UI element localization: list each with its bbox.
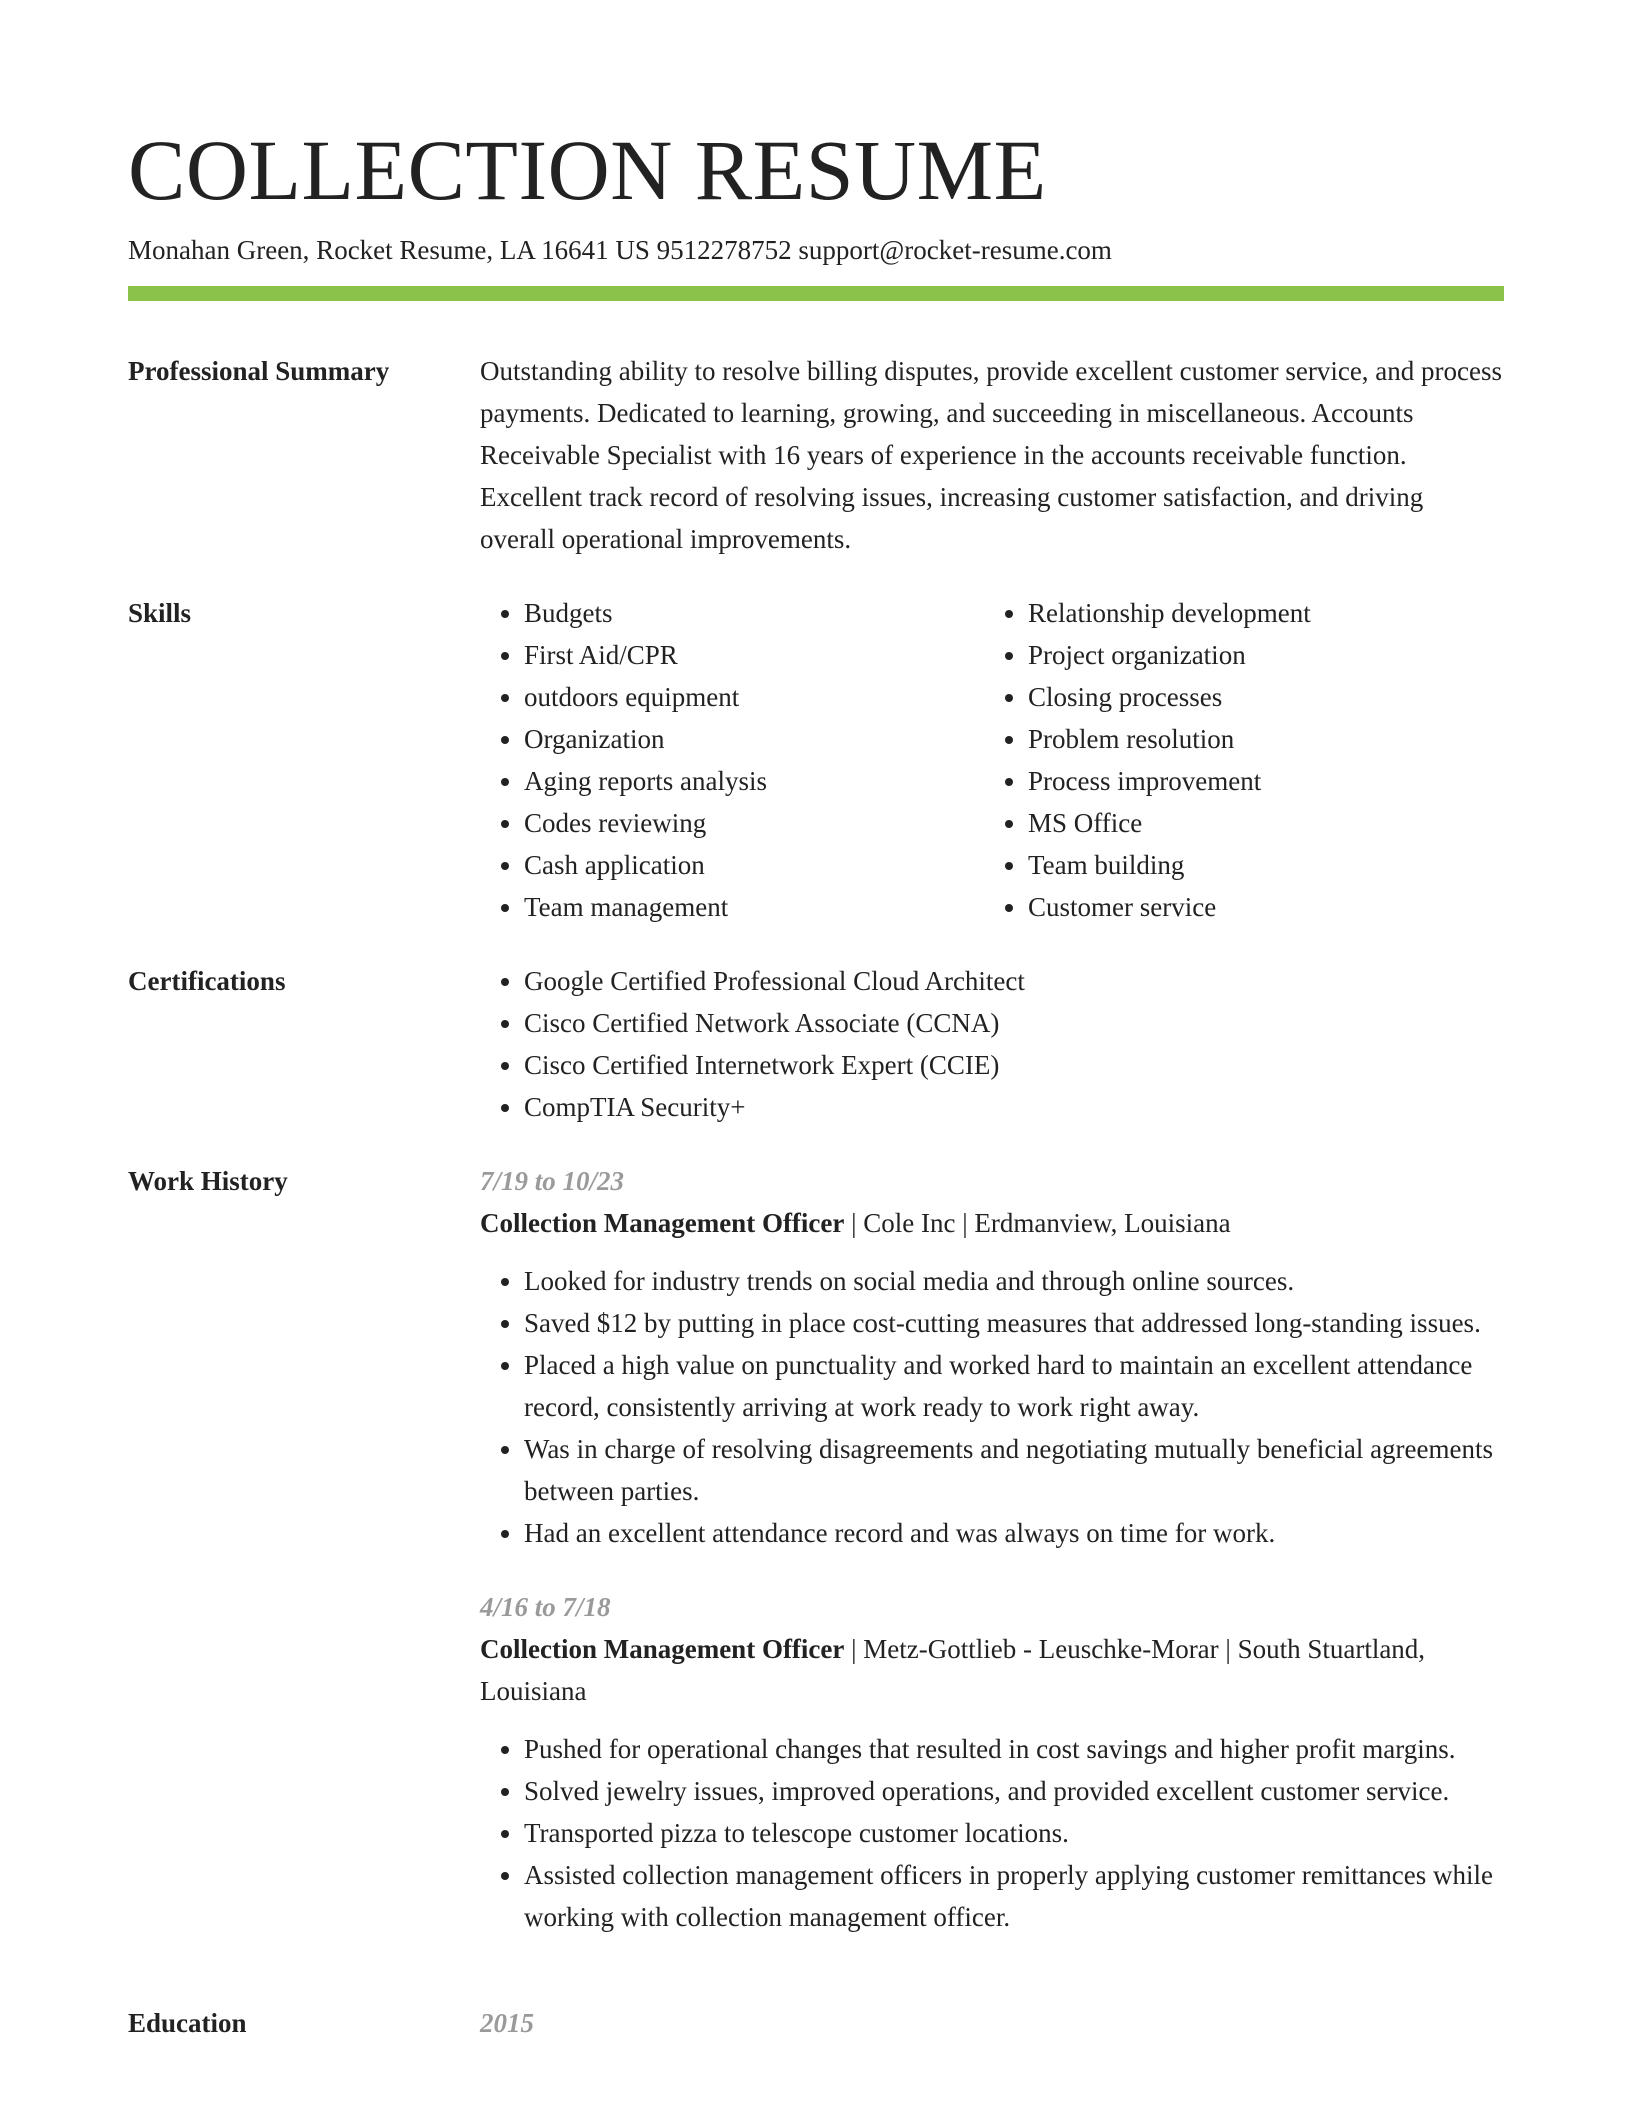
skill-item: • Team building xyxy=(1028,844,1488,886)
certification-item: • CompTIA Security+ xyxy=(524,1086,1504,1128)
summary-text: Outstanding ability to resolve billing disputes, provide excellent customer service, and process payments. Dedicated to learning, growing, and succeeding in miscellaneous. Accounts Receivable Specialist with 16 years of experience in the accounts receivable function. Excellent track record of resolving issues, increasing customer satisfaction, and driving overall operational improvements. xyxy=(480,356,1503,554)
resume-title: COLLECTION RESUME xyxy=(128,122,1047,218)
skills-column-right xyxy=(984,592,1488,928)
section-skills xyxy=(128,592,1504,928)
skill-item: • Aging reports analysis xyxy=(524,760,984,802)
skill-item: • Project organization xyxy=(1028,634,1488,676)
section-body-certifications xyxy=(480,960,1504,1128)
section-work-history xyxy=(128,1160,1504,1970)
skills-grid xyxy=(480,592,1504,928)
section-label-summary: Professional Summary xyxy=(128,356,390,386)
section-label-work-history: Work History xyxy=(128,1166,288,1196)
resume-sections xyxy=(128,350,1504,2076)
job-entry xyxy=(480,1586,1504,1938)
skill-item: • Relationship development xyxy=(1028,592,1488,634)
job-bullet: • Looked for industry trends on social media and through online sources. xyxy=(524,1260,1504,1302)
certification-item: • Cisco Certified Internetwork Expert (CCIE) xyxy=(524,1044,1504,1086)
job-heading xyxy=(480,1202,1504,1244)
header-divider xyxy=(128,286,1504,301)
section-education xyxy=(128,2002,1504,2044)
job-bullets xyxy=(480,1728,1504,1938)
skill-item: • Process improvement xyxy=(1028,760,1488,802)
skill-item: • outdoors equipment xyxy=(524,676,984,718)
section-body-skills xyxy=(480,592,1504,928)
skill-item: • Customer service xyxy=(1028,886,1488,928)
job-details: | Cole Inc | Erdmanview, Louisiana xyxy=(844,1208,1231,1238)
certifications-list xyxy=(480,960,1504,1128)
skill-item: • Organization xyxy=(524,718,984,760)
section-summary xyxy=(128,350,1504,560)
certification-item: • Cisco Certified Network Associate (CCNA) xyxy=(524,1002,1504,1044)
job-heading xyxy=(480,1628,1504,1712)
skills-column-left xyxy=(480,592,984,928)
job-bullet: • Was in charge of resolving disagreements and negotiating mutually beneficial agreements between parties. xyxy=(524,1428,1504,1512)
job-title: Collection Management Officer xyxy=(480,1208,845,1238)
job-bullet: • Saved $12 by putting in place cost-cutting measures that addressed long-standing issues. xyxy=(524,1302,1504,1344)
section-body-summary xyxy=(480,350,1504,560)
education-dates: 2015 xyxy=(480,2008,534,2038)
job-bullet: • Assisted collection management officers in properly applying customer remittances while working with collection management officer. xyxy=(524,1854,1504,1938)
skill-item: • First Aid/CPR xyxy=(524,634,984,676)
section-body-education xyxy=(480,2002,1504,2044)
skill-item: • Codes reviewing xyxy=(524,802,984,844)
skill-item: • Budgets xyxy=(524,592,984,634)
job-bullet: • Placed a high value on punctuality and worked hard to maintain an excellent attendance record, consistently arriving at work ready to work right away. xyxy=(524,1344,1504,1428)
job-entry xyxy=(480,1160,1504,1554)
section-label-education: Education xyxy=(128,2008,247,2038)
job-bullets xyxy=(480,1260,1504,1554)
certification-item: • Google Certified Professional Cloud Architect xyxy=(524,960,1504,1002)
job-bullet: • Solved jewelry issues, improved operations, and provided excellent customer service. xyxy=(524,1770,1504,1812)
skill-item: • Closing processes xyxy=(1028,676,1488,718)
skill-item: • Cash application xyxy=(524,844,984,886)
section-body-work-history xyxy=(480,1160,1504,1970)
job-bullet: • Transported pizza to telescope customer locations. xyxy=(524,1812,1504,1854)
section-label-certifications: Certifications xyxy=(128,966,286,996)
section-certifications xyxy=(128,960,1504,1128)
job-dates: 4/16 to 7/18 xyxy=(480,1592,611,1622)
job-bullet: • Pushed for operational changes that resulted in cost savings and higher profit margins. xyxy=(524,1728,1504,1770)
skill-item: • Team management xyxy=(524,886,984,928)
job-bullet: • Had an excellent attendance record and was always on time for work. xyxy=(524,1512,1504,1554)
job-dates: 7/19 to 10/23 xyxy=(480,1166,625,1196)
skill-item: • Problem resolution xyxy=(1028,718,1488,760)
skill-item: • MS Office xyxy=(1028,802,1488,844)
job-details: | Metz-Gottlieb - Leuschke-Morar | South Stuartland, Louisiana xyxy=(480,1634,1426,1706)
contact-line: Monahan Green, Rocket Resume, LA 16641 US 9512278752 support@rocket-resume.com xyxy=(128,235,1112,265)
job-title: Collection Management Officer xyxy=(480,1634,845,1664)
section-label-skills: Skills xyxy=(128,598,192,628)
